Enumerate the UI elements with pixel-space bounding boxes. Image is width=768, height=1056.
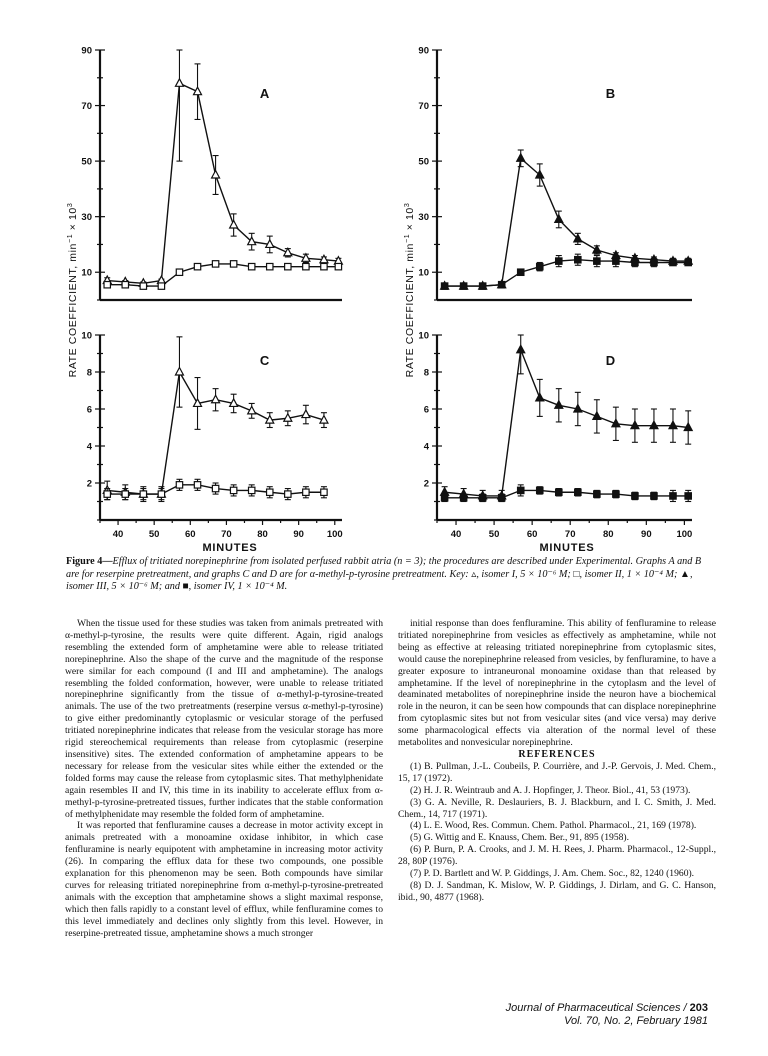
data-point bbox=[593, 246, 601, 254]
x-tick-label: 60 bbox=[526, 529, 538, 540]
data-point bbox=[194, 263, 200, 269]
data-point bbox=[575, 257, 581, 263]
data-point bbox=[651, 259, 657, 265]
y-tick-label: 8 bbox=[423, 367, 429, 379]
y-tick-label: 4 bbox=[423, 441, 429, 453]
data-point bbox=[122, 282, 128, 288]
data-point bbox=[267, 489, 273, 495]
data-point bbox=[479, 495, 485, 501]
data-point bbox=[537, 487, 543, 493]
series-line bbox=[445, 350, 689, 496]
chart-panel-c bbox=[81, 331, 342, 541]
panel-label-b: B bbox=[605, 86, 616, 101]
panel-label-d: D bbox=[605, 353, 616, 368]
paragraph: initial response than does fenfluramine. This ability of fenfluramine to release tritiated norepinephrine from vesicles as effectively as amphetamine, while not being as effective at releasing tritiated norepinephrine from cytoplasmic sites, would cause the norepinephrine released from vesicles, by fenfluramine, to have a greater exposure to intraneuronal monoamine oxidase than that released by amphetamine. If the level of norepinephrine in the cytoplasm and the level of deaminated metabolites of norepinephrine inside the neuron have a biochemical role in the neuron, it can be seen how compounds that can displace norepinephrine from cytoplasmic sites but not from vesicular sites (and vice versa) may derive some pharmacological effects via alteration of the normal level of these metabolites and nonvesicular norepinephrine. bbox=[398, 618, 716, 749]
data-point bbox=[650, 421, 658, 429]
data-point bbox=[176, 482, 182, 488]
data-point bbox=[335, 263, 341, 269]
y-tick-label: 30 bbox=[81, 212, 92, 224]
data-point bbox=[175, 79, 183, 87]
data-point bbox=[194, 482, 200, 488]
x-tick-label: 90 bbox=[641, 529, 652, 540]
y-tick-label: 90 bbox=[81, 45, 92, 57]
journal-footer bbox=[506, 1002, 708, 1028]
data-point bbox=[104, 491, 110, 497]
journal-name: Journal of Pharmaceutical Sciences / bbox=[505, 1002, 690, 1014]
y-tick-label: 10 bbox=[418, 267, 429, 279]
reference-item: (4) L. E. Wood, Res. Commun. Chem. Pathol. Pharmacol., 21, 169 (1978). bbox=[410, 820, 697, 832]
data-point bbox=[499, 495, 505, 501]
x-axis-label-left: MINUTES bbox=[202, 542, 258, 554]
data-point bbox=[140, 283, 146, 289]
data-point bbox=[303, 489, 309, 495]
y-tick-label: 70 bbox=[81, 101, 92, 113]
data-series bbox=[103, 50, 342, 286]
data-point bbox=[594, 258, 600, 264]
data-point bbox=[230, 221, 238, 229]
reference-item: (6) P. Burn, P. A. Crooks, and J. M. H. Rees, J. Pharm. Pharmacol., 12-Suppl., 28, 80P (1976). bbox=[398, 844, 716, 868]
y-tick-label: 10 bbox=[81, 267, 92, 279]
reference-item: (5) G. Wittig and E. Knauss, Chem. Ber., 91, 895 (1958). bbox=[410, 832, 630, 844]
data-point bbox=[594, 491, 600, 497]
reference-item: (3) G. A. Neville, R. Deslauriers, B. J. Blackburn, and I. C. Smith, J. Med. Chem., 14, 717 (1971). bbox=[398, 796, 716, 820]
figure-caption bbox=[66, 556, 716, 594]
x-tick-label: 50 bbox=[148, 529, 160, 540]
data-point bbox=[613, 491, 619, 497]
data-series bbox=[104, 479, 327, 499]
panel-label-c: C bbox=[259, 353, 270, 368]
data-point bbox=[212, 261, 218, 267]
x-tick-label: 100 bbox=[326, 529, 343, 540]
data-point bbox=[685, 493, 691, 499]
data-point bbox=[212, 171, 220, 179]
data-point bbox=[104, 282, 110, 288]
data-point bbox=[479, 283, 485, 289]
x-tick-label: 80 bbox=[602, 529, 614, 540]
data-point bbox=[537, 263, 543, 269]
data-point bbox=[651, 493, 657, 499]
data-series bbox=[441, 335, 693, 502]
chart-panel-b bbox=[418, 46, 692, 301]
panel-label-a: A bbox=[259, 86, 270, 101]
data-point bbox=[321, 489, 327, 495]
data-point bbox=[632, 259, 638, 265]
y-tick-label: 6 bbox=[423, 404, 429, 416]
data-point bbox=[303, 263, 309, 269]
y-tick-label: 30 bbox=[418, 212, 429, 224]
data-point bbox=[460, 495, 466, 501]
references-heading: REFERENCES bbox=[518, 748, 596, 760]
y-tick-label: 50 bbox=[418, 156, 429, 168]
data-point bbox=[230, 261, 236, 267]
data-point bbox=[460, 283, 466, 289]
data-point bbox=[670, 259, 676, 265]
data-point bbox=[285, 263, 291, 269]
data-point bbox=[249, 487, 255, 493]
paragraph: It was reported that fenfluramine causes a decrease in motor activity except in animals pretreated with a monoamine oxidase inhibitor, in which case fenfluramine is nearly equipotent with amphetamine in increasing motor activity (26). In comparing the efflux data for these two compounds, one possible explanation for this phenomenon may be seen. Both compounds have similar curves for releasing tritiated norepinephrine from α-methyl-p-tyrosine-pretreated animals with the exception that amphetamine shows a slight maximal response, which then falls rapidly to a constant level of efflux, while fenfluramine comes to this level immediately and declines only slightly from this level. However, in reserpine-pretreated tissue, amphetamine shows a much stronger bbox=[65, 820, 383, 939]
data-point bbox=[122, 491, 128, 497]
x-tick-label: 70 bbox=[221, 529, 232, 540]
paragraph: When the tissue used for these studies was taken from animals pretreated with α-methyl-p-tyrosine, the results were quite different. Again, rigid analogs resembling the extended form of amphetamine were able to release tritiated norepinephrine. Also the shape of the curve and the magnitude of the response were similar for each compound (I and III and amphetamine). The analogs resembling the folded conformation, however, were unable to release tritiated norepinephrine significantly from the tissue of α-methyl-p-tyrosine-treated animals. The use of the two pretreatments (reserpine versus α-methyl-p-tyrosine) to give either predominantly cytoplasmic or vesicular storage of the perfused tritiated norepinephrine indicates that release from the vesicular storage has more rigid stereochemical requirements than release from cytoplasmic (reserpine insensitive) sites. The extended conformation of amphetamine appears to be necessary for release from the vesicular sites while either the extended or the folded forms may cause the release from cytoplasmic sites. That methylphenidate again resembles II and IV, this time in its inability to accelerate efflux from α-methyl-p-tyrosine-pretreated tissues, further indicates that the stable conformation of methylphenidate may resemble the folded form of amphetamine. bbox=[65, 618, 383, 820]
data-series bbox=[441, 150, 693, 289]
chart-panel-a bbox=[81, 46, 342, 301]
data-series bbox=[104, 261, 342, 290]
data-point bbox=[518, 487, 524, 493]
y-axis-label-right: RATE COEFFICIENT, $\min^{-1} \times 10^3$ bbox=[404, 202, 416, 378]
data-point bbox=[212, 485, 218, 491]
data-point bbox=[302, 410, 310, 418]
data-point bbox=[499, 282, 505, 288]
data-series bbox=[103, 337, 328, 502]
x-tick-label: 40 bbox=[112, 529, 124, 540]
y-tick-label: 8 bbox=[86, 367, 92, 379]
reference-item: (1) B. Pullman, J.-L. Coubeils, P. Courrière, and J.-P. Gervois, J. Med. Chem., 15, 17 (1972). bbox=[398, 760, 716, 784]
data-point bbox=[518, 269, 524, 275]
x-tick-label: 70 bbox=[564, 529, 576, 540]
data-series bbox=[441, 485, 691, 502]
data-point bbox=[230, 487, 236, 493]
x-axis-label-right: MINUTES bbox=[539, 542, 595, 554]
x-tick-label: 60 bbox=[185, 529, 196, 540]
y-tick-label: 10 bbox=[418, 330, 429, 342]
data-point bbox=[212, 395, 220, 403]
y-axis-label-left: RATE COEFFICIENT, $\min^{-1} \times 10^3$ bbox=[67, 202, 79, 378]
y-tick-label: 6 bbox=[86, 404, 92, 416]
data-point bbox=[536, 393, 544, 401]
y-tick-label: 10 bbox=[81, 330, 92, 342]
y-tick-label: 70 bbox=[418, 101, 429, 113]
data-point bbox=[669, 421, 677, 429]
data-series bbox=[441, 254, 691, 289]
reference-item: (7) P. D. Bartlett and W. P. Giddings, J. Am. Chem. Soc., 82, 1240 (1960). bbox=[410, 868, 695, 880]
data-point bbox=[175, 368, 183, 376]
data-point bbox=[140, 491, 146, 497]
data-point bbox=[441, 495, 447, 501]
data-point bbox=[441, 283, 447, 289]
issue-line: Vol. 70, No. 2, February 1981 bbox=[564, 1015, 708, 1027]
y-tick-label: 50 bbox=[81, 156, 92, 168]
y-tick-label: 2 bbox=[423, 478, 429, 490]
page-number: 203 bbox=[689, 1002, 708, 1014]
data-point bbox=[556, 489, 562, 495]
data-point bbox=[176, 269, 182, 275]
series-line bbox=[107, 83, 338, 283]
caption-label: Figure 4— bbox=[66, 556, 113, 567]
data-point bbox=[632, 493, 638, 499]
data-point bbox=[321, 263, 327, 269]
x-tick-label: 100 bbox=[676, 529, 693, 540]
x-tick-label: 90 bbox=[293, 529, 304, 540]
data-point bbox=[670, 493, 676, 499]
data-point bbox=[158, 283, 164, 289]
caption-text: Efflux of tritiated norepinephrine from isolated perfused rabbit atria (n = 3); the procedures are described under Experimental. Graphs A and B are for reserpine pretreatment, and graphs C and D are for α-methyl-p-tyrosine pretreatment. Key: ▵, isomer I, 5 × 10⁻⁶ M; □, isomer II, 1 × 10⁻⁴ M; ▲, isomer III, 5 × 10⁻⁶ M; and ■, isomer IV, 1 × 10⁻⁴ M. bbox=[66, 556, 702, 592]
data-point bbox=[613, 258, 619, 264]
reference-item: (2) H. J. R. Weintraub and A. J. Hopfinger, J. Theor. Biol., 41, 53 (1973). bbox=[410, 784, 691, 796]
y-tick-label: 4 bbox=[86, 441, 92, 453]
y-tick-label: 90 bbox=[418, 45, 429, 57]
x-tick-label: 50 bbox=[488, 529, 500, 540]
data-point bbox=[517, 345, 525, 353]
data-point bbox=[267, 263, 273, 269]
y-tick-label: 2 bbox=[86, 478, 92, 490]
chart-panel-d bbox=[418, 331, 692, 541]
body-column-right bbox=[398, 618, 716, 904]
reference-item: (8) D. J. Sandman, K. Mislow, W. P. Giddings, J. Dirlam, and G. C. Hanson, ibid., 90, 4877 (1968). bbox=[398, 879, 716, 903]
x-tick-label: 40 bbox=[450, 529, 462, 540]
data-point bbox=[249, 263, 255, 269]
data-point bbox=[575, 489, 581, 495]
data-point bbox=[685, 259, 691, 265]
body-column-left bbox=[65, 618, 383, 939]
data-point bbox=[158, 491, 164, 497]
x-tick-label: 80 bbox=[257, 529, 268, 540]
data-point bbox=[555, 215, 563, 223]
data-point bbox=[556, 258, 562, 264]
data-point bbox=[285, 491, 291, 497]
data-point bbox=[517, 154, 525, 162]
